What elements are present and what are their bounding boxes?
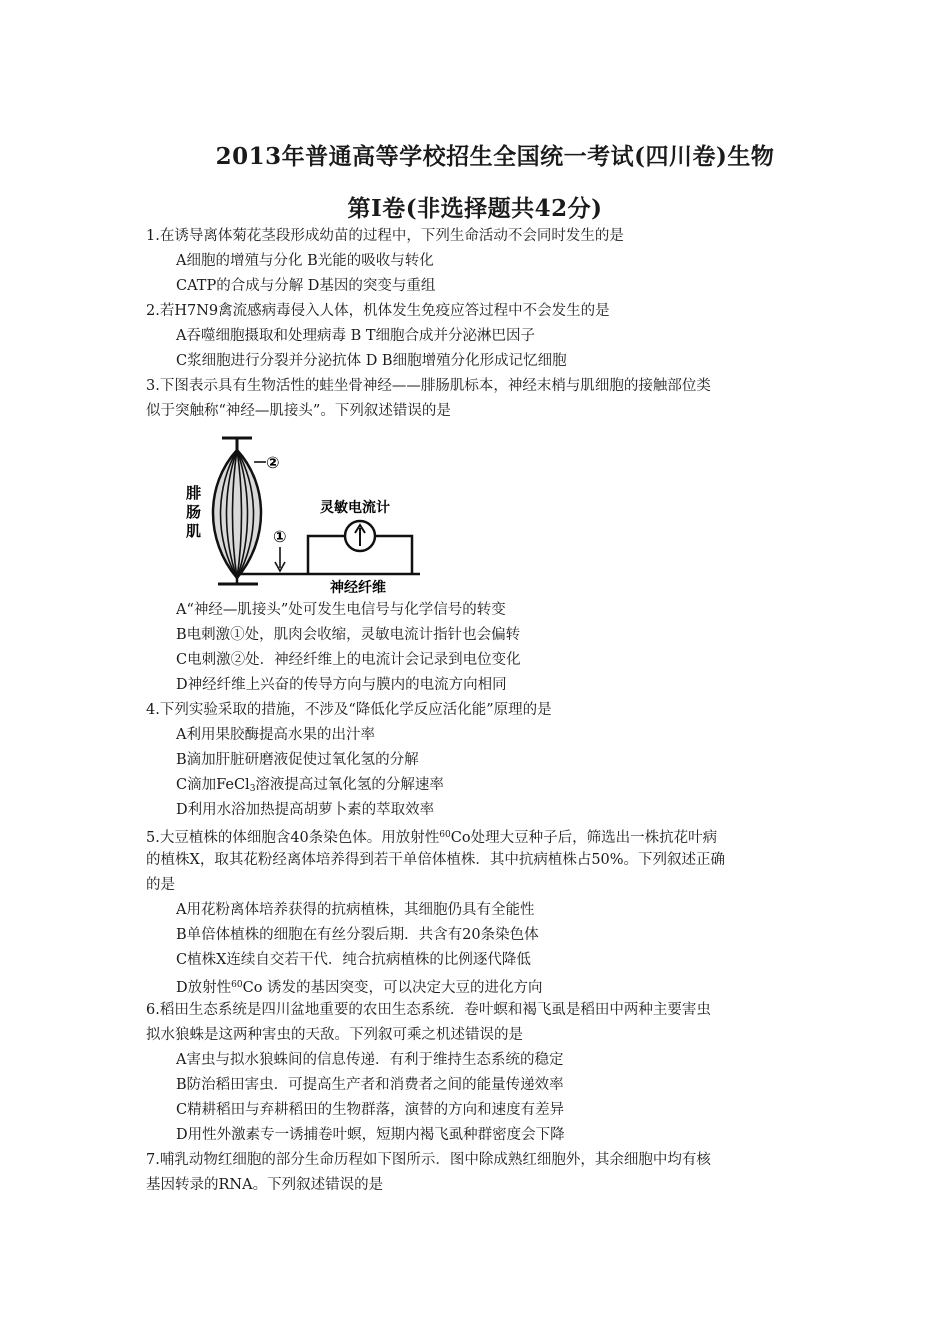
question-5-option-d: D放射性$^{60}$Co 诱发的基因突变，可以决定大豆的进化方向 bbox=[176, 980, 543, 996]
question-6-option-b: B防治稻田害虫．可提高生产者和消费者之间的能量传递效率 bbox=[176, 1077, 564, 1093]
question-4-option-c: C滴加FeCl$_3$溶液提高过氧化氢的分解速率 bbox=[176, 777, 444, 794]
question-2-stem: 2.若H7N9禽流感病毒侵入人体，机体发生免疫应答过程中不会发生的是 bbox=[146, 303, 610, 319]
question-6-stem-line2: 拟水狼蛛是这两种害虫的天敌。下列叙可乘之机述错误的是 bbox=[146, 1027, 523, 1043]
muscle-label-1: 腓 bbox=[186, 484, 202, 502]
marker-1: ① bbox=[273, 527, 287, 546]
question-7-stem-line1: 7.哺乳动物红细胞的部分生命历程如下图所示．图中除成熟红细胞外，其余细胞中均有核 bbox=[146, 1152, 711, 1168]
muscle-label-2: 肠 bbox=[186, 503, 202, 521]
question-4-option-a: A利用果胶酶提高水果的出汁率 bbox=[176, 727, 375, 743]
question-3-option-d: D神经纤维上兴奋的传导方向与膜内的电流方向相同 bbox=[176, 677, 507, 693]
question-3-option-a: A“神经—肌接头”处可发生电信号与化学信号的转变 bbox=[176, 602, 506, 618]
question-4-option-d: D利用水浴加热提高胡萝卜素的萃取效率 bbox=[176, 802, 435, 818]
question-7-stem-line2: 基因转录的RNA。下列叙述错误的是 bbox=[146, 1177, 384, 1193]
question-3-stem-line1: 3.下图表示具有生物活性的蛙坐骨神经——腓肠肌标本，神经末梢与肌细胞的接触部位类 bbox=[146, 378, 711, 394]
question-5-option-a: A用花粉离体培养获得的抗病植株，其细胞仍具有全能性 bbox=[176, 902, 535, 918]
question-5-stem-line1: 5.大豆植株的体细胞含40条染色体。用放射性$^{60}$Co处理大豆种子后，筛选出一株抗花叶病 bbox=[146, 830, 718, 846]
question-5-stem-line3: 的是 bbox=[146, 877, 175, 893]
question-6-option-a: A害虫与拟水狼蛛间的信息传递．有利于维持生态系统的稳定 bbox=[176, 1052, 564, 1068]
muscle-label-3: 肌 bbox=[186, 522, 202, 540]
question-1-stem: 1.在诱导离体菊花茎段形成幼苗的过程中，下列生命活动不会同时发生的是 bbox=[146, 228, 624, 244]
question-4-option-b: B滴加肝脏研磨液促使过氧化氢的分解 bbox=[176, 752, 419, 768]
question-2-options-cd: C浆细胞进行分裂并分泌抗体 D B细胞增殖分化形成记忆细胞 bbox=[176, 353, 567, 369]
question-5-stem-line2: 的植株X，取其花粉经离体培养得到若干单倍体植株．其中抗病植株占50%。下列叙述正确 bbox=[146, 852, 726, 868]
meter-label: 灵敏电流计 bbox=[320, 500, 390, 516]
question-6-option-d: D用性外激素专一诱捕卷叶螟，短期内褐飞虱种群密度会下降 bbox=[176, 1127, 565, 1143]
gastrocnemius-muscle bbox=[213, 450, 261, 578]
marker-2: ② bbox=[266, 453, 280, 472]
question-2-options-ab: A吞噬细胞摄取和处理病毒 B T细胞合成并分泌淋巴因子 bbox=[176, 328, 536, 344]
question-1-options-ab: A细胞的增殖与分化 B光能的吸收与转化 bbox=[176, 253, 434, 269]
section-title: 第Ⅰ卷(非选择题共42分) bbox=[347, 195, 603, 222]
question-3-option-c: C电刺激②处．神经纤维上的电流计会记录到电位变化 bbox=[176, 652, 521, 668]
question-3-stem-line2: 似于突触称“神经—肌接头”。下列叙述错误的是 bbox=[146, 403, 451, 419]
question-6-stem-line1: 6.稻田生态系统是四川盆地重要的农田生态系统．卷叶螟和褐飞虱是稻田中两种主要害虫 bbox=[146, 1002, 711, 1018]
question-6-option-c: C精耕稻田与弃耕稻田的生物群落，演替的方向和速度有差异 bbox=[176, 1102, 565, 1118]
fiber-label: 神经纤维 bbox=[330, 580, 386, 595]
question-4-stem: 4.下列实验采取的措施，不涉及“降低化学反应活化能”原理的是 bbox=[146, 702, 552, 718]
question-1-options-cd: CATP的合成与分解 D基因的突变与重组 bbox=[176, 278, 436, 294]
nerve-muscle-diagram bbox=[180, 430, 440, 595]
question-5-option-b: B单倍体植株的细胞在有丝分裂后期．共含有20条染色体 bbox=[176, 927, 539, 943]
question-3-option-b: B电刺激①处，肌肉会收缩，灵敏电流计指针也会偏转 bbox=[176, 627, 521, 643]
exam-title: 2013年普通高等学校招生全国统一考试(四川卷)生物 bbox=[215, 143, 775, 170]
question-5-option-c: C植株X连续自交若干代．纯合抗病植株的比例逐代降低 bbox=[176, 952, 531, 968]
